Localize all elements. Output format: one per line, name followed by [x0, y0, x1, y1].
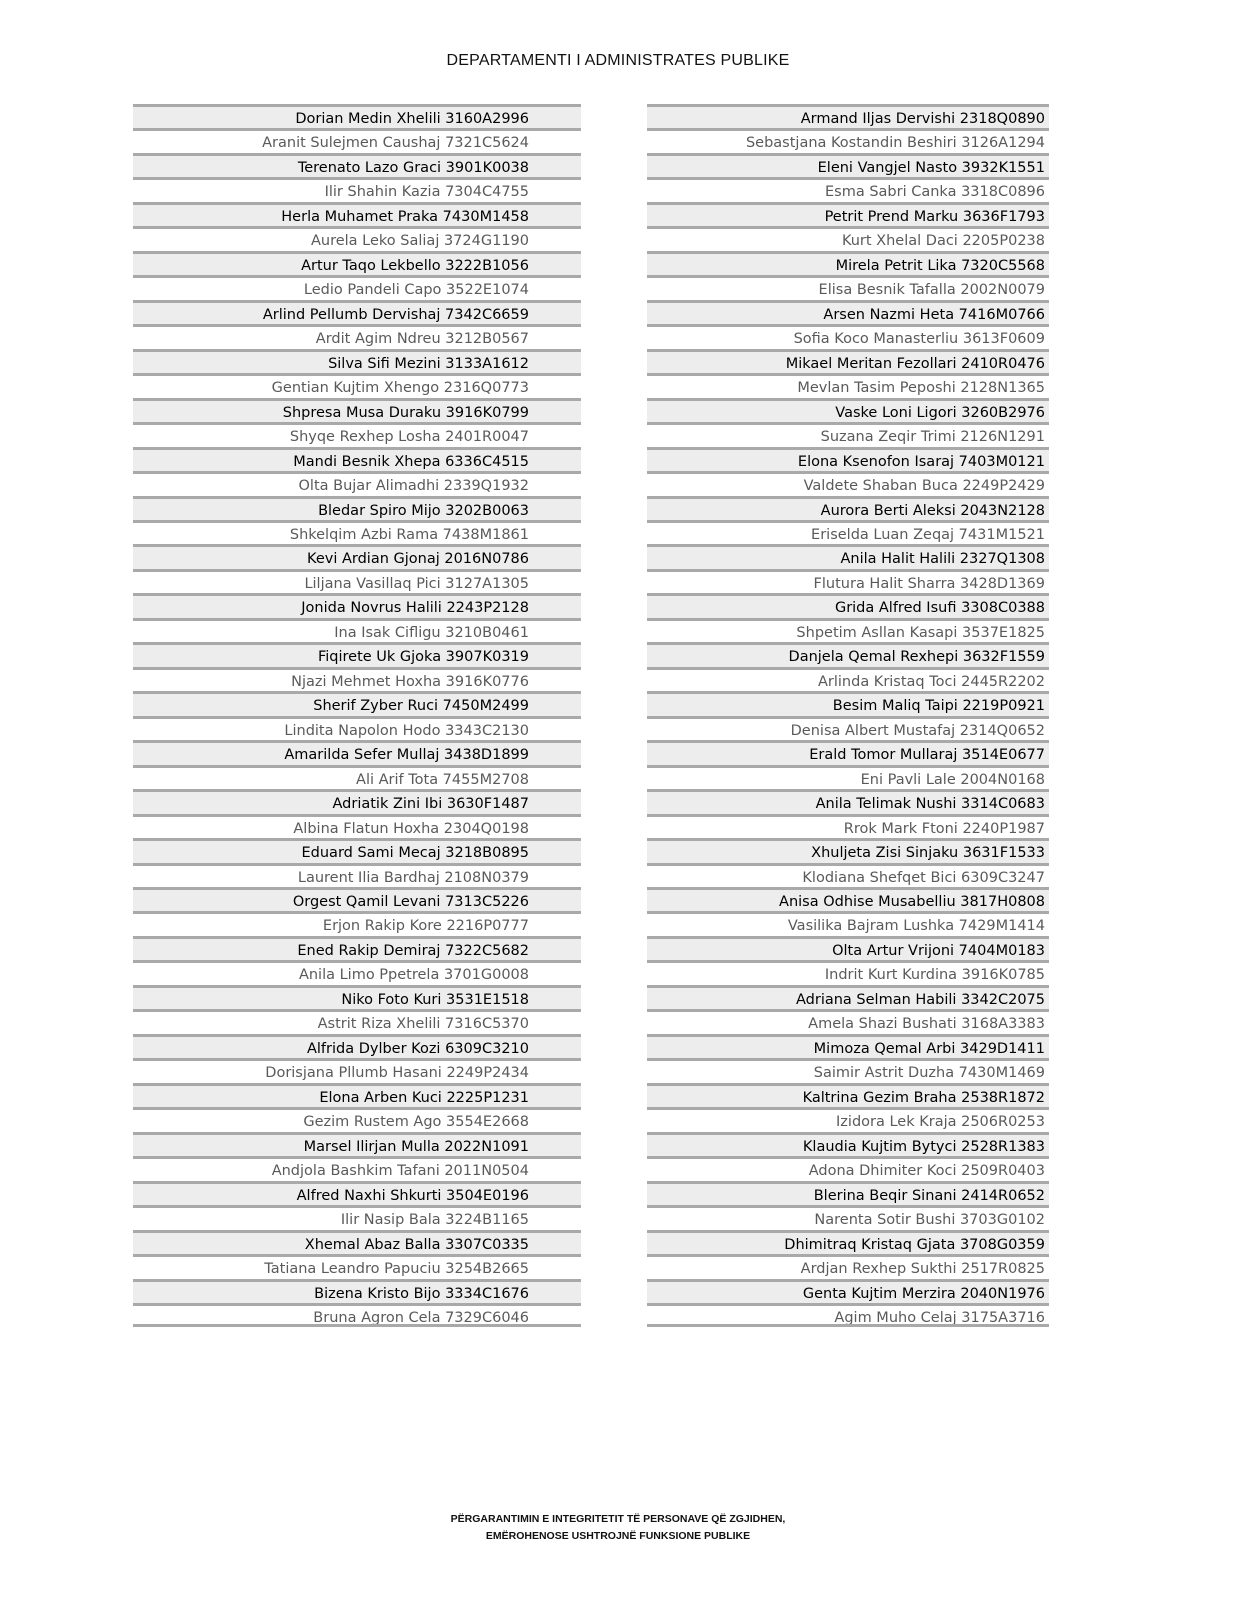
list-item: Arsen Nazmi Heta 7416M0766 — [647, 300, 1049, 324]
list-item: Aurora Berti Aleksi 2043N2128 — [647, 496, 1049, 520]
list-item: Saimir Astrit Duzha 7430M1469 — [647, 1058, 1049, 1082]
list-item: Eni Pavli Lale 2004N0168 — [647, 765, 1049, 789]
list-item: Ledio Pandeli Capo 3522E1074 — [133, 275, 581, 299]
list-item: Elisa Besnik Tafalla 2002N0079 — [647, 275, 1049, 299]
list-item: Ilir Shahin Kazia 7304C4755 — [133, 177, 581, 201]
list-item: Alfrida Dylber Kozi 6309C3210 — [133, 1034, 581, 1058]
list-item: Eriselda Luan Zeqaj 7431M1521 — [647, 520, 1049, 544]
list-item: Anisa Odhise Musabelliu 3817H0808 — [647, 887, 1049, 911]
list-item: Agim Muho Celaj 3175A3716 — [647, 1303, 1049, 1327]
list-item: Arlind Pellumb Dervishaj 7342C6659 — [133, 300, 581, 324]
footer-line-2: EMËROHENOSE USHTROJNË FUNKSIONE PUBLIKE — [485, 1530, 751, 1542]
list-item: Adriana Selman Habili 3342C2075 — [647, 985, 1049, 1009]
list-item: Grida Alfred Isufi 3308C0388 — [647, 593, 1049, 617]
list-item: Sebastjana Kostandin Beshiri 3126A1294 — [647, 128, 1049, 152]
list-item: Anila Telimak Nushi 3314C0683 — [647, 789, 1049, 813]
list-item: Jonida Novrus Halili 2243P2128 — [133, 593, 581, 617]
list-item: Adriatik Zini Ibi 3630F1487 — [133, 789, 581, 813]
list-item: Bizena Kristo Bijo 3334C1676 — [133, 1279, 581, 1303]
list-item: Narenta Sotir Bushi 3703G0102 — [647, 1205, 1049, 1229]
list-item: Laurent Ilia Bardhaj 2108N0379 — [133, 863, 581, 887]
list-item: Herla Muhamet Praka 7430M1458 — [133, 202, 581, 226]
list-item: Gezim Rustem Ago 3554E2668 — [133, 1107, 581, 1131]
list-item: Shpetim Asllan Kasapi 3537E1825 — [647, 618, 1049, 642]
list-item: Andjola Bashkim Tafani 2011N0504 — [133, 1156, 581, 1180]
list-item: Izidora Lek Kraja 2506R0253 — [647, 1107, 1049, 1131]
list-item: Bruna Agron Cela 7329C6046 — [133, 1303, 581, 1327]
list-item: Besim Maliq Taipi 2219P0921 — [647, 691, 1049, 715]
list-item: Gentian Kujtim Xhengo 2316Q0773 — [133, 373, 581, 397]
list-item: Arlinda Kristaq Toci 2445R2202 — [647, 667, 1049, 691]
list-item: Mikael Meritan Fezollari 2410R0476 — [647, 349, 1049, 373]
list-item: Elona Arben Kuci 2225P1231 — [133, 1083, 581, 1107]
list-item: Anila Limo Ppetrela 3701G0008 — [133, 960, 581, 984]
list-item: Sofia Koco Manasterliu 3613F0609 — [647, 324, 1049, 348]
list-item: Adona Dhimiter Koci 2509R0403 — [647, 1156, 1049, 1180]
list-item: Elona Ksenofon Isaraj 7403M0121 — [647, 447, 1049, 471]
list-item: Denisa Albert Mustafaj 2314Q0652 — [647, 716, 1049, 740]
list-item: Niko Foto Kuri 3531E1518 — [133, 985, 581, 1009]
list-item: Genta Kujtim Merzira 2040N1976 — [647, 1279, 1049, 1303]
list-item: Mandi Besnik Xhepa 6336C4515 — [133, 447, 581, 471]
list-item: Aurela Leko Saliaj 3724G1190 — [133, 226, 581, 250]
list-item: Olta Bujar Alimadhi 2339Q1932 — [133, 471, 581, 495]
list-item: Tatiana Leandro Papuciu 3254B2665 — [133, 1254, 581, 1278]
list-item: Armand Iljas Dervishi 2318Q0890 — [647, 104, 1049, 128]
list-item: Mimoza Qemal Arbi 3429D1411 — [647, 1034, 1049, 1058]
list-item: Mirela Petrit Lika 7320C5568 — [647, 251, 1049, 275]
list-item: Albina Flatun Hoxha 2304Q0198 — [133, 814, 581, 838]
list-item: Amela Shazi Bushati 3168A3383 — [647, 1009, 1049, 1033]
list-item: Bledar Spiro Mijo 3202B0063 — [133, 496, 581, 520]
list-item: Sherif Zyber Ruci 7450M2499 — [133, 691, 581, 715]
page-title: DEPARTAMENTI I ADMINISTRATES PUBLIKE — [446, 52, 790, 69]
list-item: Blerina Beqir Sinani 2414R0652 — [647, 1181, 1049, 1205]
list-item: Petrit Prend Marku 3636F1793 — [647, 202, 1049, 226]
list-item: Eleni Vangjel Nasto 3932K1551 — [647, 153, 1049, 177]
list-item: Vasilika Bajram Lushka 7429M1414 — [647, 911, 1049, 935]
list-item: Erjon Rakip Kore 2216P0777 — [133, 911, 581, 935]
list-item: Alfred Naxhi Shkurti 3504E0196 — [133, 1181, 581, 1205]
list-item: Flutura Halit Sharra 3428D1369 — [647, 569, 1049, 593]
list-item: Xhemal Abaz Balla 3307C0335 — [133, 1230, 581, 1254]
list-item: Liljana Vasillaq Pici 3127A1305 — [133, 569, 581, 593]
list-item: Suzana Zeqir Trimi 2126N1291 — [647, 422, 1049, 446]
list-item: Dorian Medin Xhelili 3160A2996 — [133, 104, 581, 128]
list-item: Orgest Qamil Levani 7313C5226 — [133, 887, 581, 911]
list-item: Valdete Shaban Buca 2249P2429 — [647, 471, 1049, 495]
footer-line-1: PËRGARANTIMIN E INTEGRITETIT TË PERSONAVE QË ZGJIDHEN, — [450, 1513, 786, 1525]
list-item: Eduard Sami Mecaj 3218B0895 — [133, 838, 581, 862]
list-item: Fiqirete Uk Gjoka 3907K0319 — [133, 642, 581, 666]
list-item: Ina Isak Cifligu 3210B0461 — [133, 618, 581, 642]
list-item: Danjela Qemal Rexhepi 3632F1559 — [647, 642, 1049, 666]
list-item: Ilir Nasip Bala 3224B1165 — [133, 1205, 581, 1229]
list-item: Aranit Sulejmen Caushaj 7321C5624 — [133, 128, 581, 152]
list-item: Ardjan Rexhep Sukthi 2517R0825 — [647, 1254, 1049, 1278]
list-item: Kaltrina Gezim Braha 2538R1872 — [647, 1083, 1049, 1107]
list-item: Kurt Xhelal Daci 2205P0238 — [647, 226, 1049, 250]
right-column-list — [647, 104, 1049, 1327]
left-column-list — [133, 104, 581, 1327]
list-item: Shpresa Musa Duraku 3916K0799 — [133, 398, 581, 422]
list-item: Shkelqim Azbi Rama 7438M1861 — [133, 520, 581, 544]
list-item: Xhuljeta Zisi Sinjaku 3631F1533 — [647, 838, 1049, 862]
list-item: Kevi Ardian Gjonaj 2016N0786 — [133, 544, 581, 568]
list-item: Olta Artur Vrijoni 7404M0183 — [647, 936, 1049, 960]
list-item: Klaudia Kujtim Bytyci 2528R1383 — [647, 1132, 1049, 1156]
list-item: Anila Halit Halili 2327Q1308 — [647, 544, 1049, 568]
list-item: Astrit Riza Xhelili 7316C5370 — [133, 1009, 581, 1033]
list-item: Amarilda Sefer Mullaj 3438D1899 — [133, 740, 581, 764]
list-item: Dorisjana Pllumb Hasani 2249P2434 — [133, 1058, 581, 1082]
list-item: Indrit Kurt Kurdina 3916K0785 — [647, 960, 1049, 984]
list-item: Silva Sifi Mezini 3133A1612 — [133, 349, 581, 373]
list-item: Ened Rakip Demiraj 7322C5682 — [133, 936, 581, 960]
list-item: Vaske Loni Ligori 3260B2976 — [647, 398, 1049, 422]
list-item: Shyqe Rexhep Losha 2401R0047 — [133, 422, 581, 446]
list-item: Njazi Mehmet Hoxha 3916K0776 — [133, 667, 581, 691]
list-item: Ali Arif Tota 7455M2708 — [133, 765, 581, 789]
list-item: Marsel Ilirjan Mulla 2022N1091 — [133, 1132, 581, 1156]
list-item: Klodiana Shefqet Bici 6309C3247 — [647, 863, 1049, 887]
list-item: Dhimitraq Kristaq Gjata 3708G0359 — [647, 1230, 1049, 1254]
list-item: Ardit Agim Ndreu 3212B0567 — [133, 324, 581, 348]
list-item: Lindita Napolon Hodo 3343C2130 — [133, 716, 581, 740]
list-item: Erald Tomor Mullaraj 3514E0677 — [647, 740, 1049, 764]
list-item: Artur Taqo Lekbello 3222B1056 — [133, 251, 581, 275]
list-item: Rrok Mark Ftoni 2240P1987 — [647, 814, 1049, 838]
list-item: Mevlan Tasim Peposhi 2128N1365 — [647, 373, 1049, 397]
list-item: Esma Sabri Canka 3318C0896 — [647, 177, 1049, 201]
list-item: Terenato Lazo Graci 3901K0038 — [133, 153, 581, 177]
